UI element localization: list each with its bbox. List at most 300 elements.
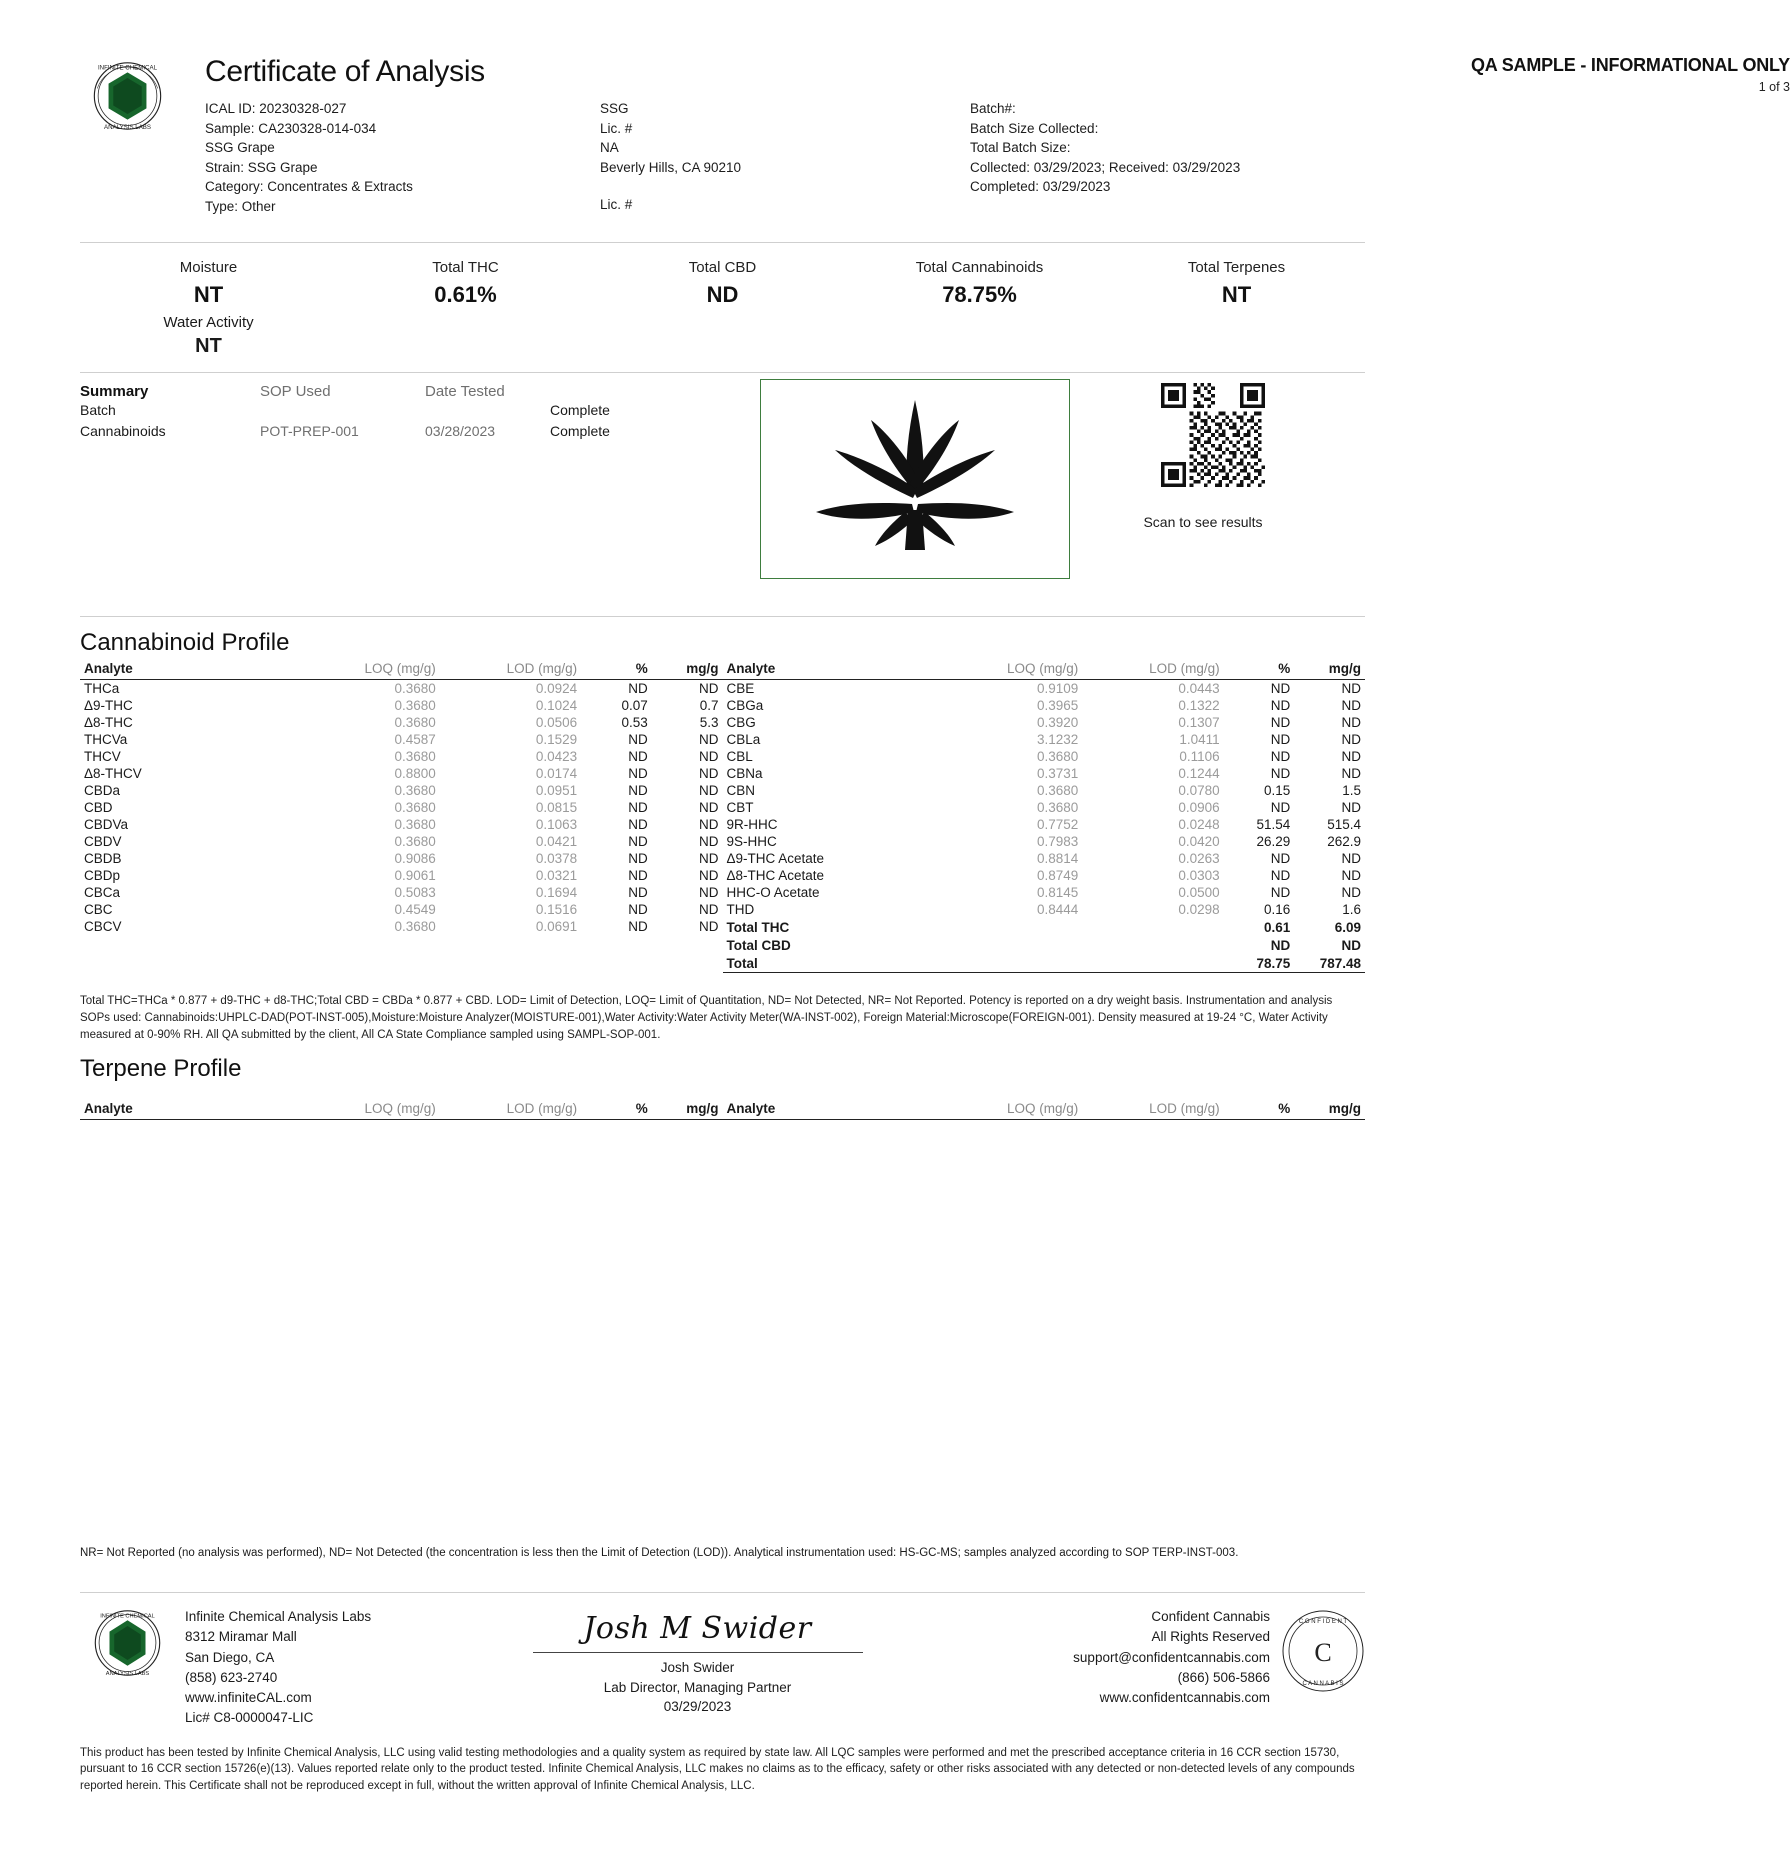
cell-mgg: ND: [699, 902, 719, 918]
total-label: Total CBD: [688, 259, 757, 277]
cell-percent: ND: [1270, 851, 1291, 867]
meta-spacer: [600, 177, 970, 195]
cell-loq: 0.8749: [1036, 868, 1079, 884]
cell-lod: 0.0951: [535, 783, 578, 799]
terpene-table-left: [80, 1099, 723, 1120]
meta-line: Batch#:: [970, 101, 1016, 116]
summary-col-sop: SOP Used: [260, 383, 331, 401]
cell-loq: 0.3680: [1036, 783, 1079, 799]
cell-lod: 0.0500: [1178, 885, 1220, 901]
total-value: 78.75%: [942, 282, 1017, 308]
cannabis-leaf-icon: [800, 392, 1030, 567]
meta-line: ICAL ID: 20230328-027: [205, 101, 347, 116]
cell-percent: ND: [628, 817, 648, 833]
cell-mgg: 6.09: [1334, 920, 1361, 936]
confident-cannabis-seal-icon: [1281, 1609, 1365, 1693]
cell-percent: ND: [628, 800, 648, 816]
cc-phone: (866) 506-5866: [1177, 1669, 1270, 1685]
cell-mgg: ND: [1341, 851, 1361, 867]
cell-mgg: ND: [699, 834, 719, 850]
cell-analyte: CBL: [726, 749, 753, 765]
lab-logo: [80, 55, 185, 137]
cell-loq: 0.3965: [1036, 698, 1079, 714]
cell-lod: 0.1322: [1178, 698, 1220, 714]
table-row: [723, 714, 1366, 731]
meta-line: Lic. #: [600, 120, 633, 136]
total-value: ND: [706, 282, 739, 308]
summary-col-date: Date Tested: [425, 383, 505, 401]
table-header-row: [80, 1099, 723, 1120]
cell-analyte: HHC-O Acetate: [726, 885, 820, 901]
cell-lod: 0.1024: [535, 698, 578, 714]
cell-mgg: ND: [1341, 715, 1361, 731]
page-number: 1 of 3: [1758, 80, 1790, 94]
meta-line: NA: [600, 140, 619, 156]
meta-line: Batch Size Collected:: [970, 120, 1099, 136]
table-row: [80, 714, 723, 731]
summary-col-status: [550, 383, 670, 400]
cell-percent: 78.75: [1224, 954, 1295, 973]
cell-percent: ND: [628, 732, 648, 748]
cell-analyte: Δ9-THC: [84, 698, 133, 714]
cell-lod: 0.0924: [535, 681, 578, 697]
table-row: [723, 816, 1366, 833]
cell-percent: ND: [628, 919, 648, 935]
cell-analyte: Δ8-THC: [84, 715, 133, 731]
table-header-row: [80, 659, 723, 680]
signer-title: Lab Director, Managing Partner: [603, 1679, 792, 1695]
cell-analyte: CBC: [84, 902, 113, 918]
table-row: [723, 697, 1366, 714]
cell-loq: 0.5083: [394, 885, 436, 901]
cell-lod: 0.0174: [535, 766, 578, 782]
cell-loq: 0.9086: [394, 851, 436, 867]
cell-analyte: CBCa: [84, 885, 121, 901]
cell-percent: ND: [628, 834, 648, 850]
cell-mgg: ND: [699, 800, 719, 816]
cell-loq: 0.3680: [1036, 800, 1079, 816]
cell-lod: 0.0421: [535, 834, 578, 850]
cell-analyte: Δ8-THC Acetate: [726, 868, 825, 884]
cc-email[interactable]: support@confidentcannabis.com: [1073, 1649, 1270, 1665]
table-total-row: [723, 918, 1366, 936]
table-row: [723, 850, 1366, 867]
cell-mgg: 262.9: [1327, 834, 1361, 850]
table-row: [723, 680, 1366, 698]
cell-lod: 0.0303: [1178, 868, 1220, 884]
meta-line: Beverly Hills, CA 90210: [600, 159, 742, 175]
cell-loq: 0.3680: [394, 783, 436, 799]
cell-mgg: ND: [699, 868, 719, 884]
cell-analyte: CBCV: [84, 919, 122, 935]
totals-strip: [0, 243, 1445, 358]
cell-loq: 0.3680: [394, 834, 436, 850]
total-value: NT: [1221, 282, 1252, 308]
cell-loq: 0.7983: [1036, 834, 1079, 850]
sample-meta: [205, 99, 600, 216]
cc-website[interactable]: www.confidentcannabis.com: [1099, 1690, 1270, 1705]
cell-lod: 0.1307: [1178, 715, 1220, 731]
signature-line: [533, 1652, 863, 1653]
cell-lod: 0.1063: [535, 817, 578, 833]
cell-mgg: 1.6: [1342, 902, 1361, 918]
cell-mgg: ND: [1341, 800, 1361, 816]
cell-percent: ND: [628, 681, 648, 697]
cell-analyte: CBG: [726, 715, 756, 731]
cell-percent: 0.16: [1264, 902, 1291, 918]
cell-analyte: THCVa: [84, 732, 128, 748]
cell-percent: 26.29: [1256, 834, 1291, 850]
lab-name: Infinite Chemical Analysis Labs: [185, 1609, 372, 1624]
table-row: [723, 782, 1366, 799]
total-cbd: [594, 259, 851, 358]
col-percent: %: [1224, 659, 1295, 680]
cell-lod: [1082, 918, 1223, 936]
cell-loq: 3.1232: [1036, 732, 1079, 748]
cell-percent: ND: [1270, 766, 1291, 782]
cell-analyte: CBD: [84, 800, 113, 816]
cell-percent: ND: [1270, 732, 1291, 748]
cell-analyte: Total: [723, 954, 941, 973]
cell-analyte: CBGa: [726, 698, 764, 714]
meta-line: Total Batch Size:: [970, 140, 1071, 156]
col-percent: %: [581, 659, 652, 680]
table-row: [723, 799, 1366, 816]
table-row: [80, 850, 723, 867]
cell-mgg: ND: [1341, 681, 1361, 697]
qa-sample-note: QA SAMPLE - INFORMATIONAL ONLY: [1470, 55, 1790, 75]
water-activity-label: Water Activity: [163, 314, 254, 332]
cell-mgg: 787.48: [1294, 954, 1365, 973]
cell-mgg: ND: [699, 749, 719, 765]
cell-loq: 0.3680: [394, 817, 436, 833]
summary-row-sop: [260, 400, 425, 421]
cell-loq: 0.9109: [1036, 681, 1079, 697]
cell-percent: ND: [1270, 715, 1291, 731]
table-row: [80, 697, 723, 714]
cell-mgg: ND: [1341, 732, 1361, 748]
cannabinoid-table-right: [723, 659, 1366, 973]
cell-mgg: ND: [1341, 749, 1361, 765]
cell-mgg: ND: [699, 783, 719, 799]
cell-loq: 0.4587: [394, 732, 436, 748]
cell-mgg: ND: [1341, 868, 1361, 884]
cell-lod: 0.0780: [1178, 783, 1220, 799]
table-row: [80, 782, 723, 799]
table-row: [723, 765, 1366, 782]
cell-lod: 0.0298: [1178, 902, 1220, 918]
cell-loq: 0.3680: [394, 749, 436, 765]
cell-loq: 0.3680: [394, 698, 436, 714]
cell-lod: 0.0248: [1178, 817, 1220, 833]
svg-text:INFINITE CHEMICAL: INFINITE CHEMICAL: [97, 64, 158, 72]
header-main: [185, 55, 1370, 216]
summary-row-date: [425, 400, 550, 421]
cell-lod: 0.0815: [535, 800, 578, 816]
signature-image: Josh M Swider: [583, 1611, 812, 1646]
terpene-tables: [0, 1085, 1445, 1120]
meta-line: Category: Concentrates & Extracts: [205, 179, 413, 195]
total-thc: [337, 259, 594, 358]
lab-address: [185, 1607, 515, 1729]
water-activity-value: NT: [195, 335, 222, 358]
svg-text:ANALYSIS LABS: ANALYSIS LABS: [105, 1671, 150, 1678]
cell-analyte: 9S-HHC: [726, 834, 777, 850]
cell-analyte: CBDp: [84, 868, 121, 884]
table-row: [723, 901, 1366, 918]
cell-mgg: ND: [1341, 698, 1361, 714]
table-row: [723, 867, 1366, 884]
cell-percent: ND: [1270, 681, 1291, 697]
cell-mgg: 0.7: [699, 698, 719, 714]
cell-loq: 0.8814: [1036, 851, 1079, 867]
cc-rights: All Rights Reserved: [1151, 1629, 1270, 1645]
cell-percent: 0.53: [621, 715, 648, 731]
svg-text:C A N N A B I S: C A N N A B I S: [1302, 1681, 1344, 1687]
cell-lod: 0.0691: [535, 919, 578, 935]
cell-percent: ND: [1270, 749, 1291, 765]
lab-phone: (858) 623-2740: [185, 1669, 278, 1685]
total-cannabinoids: [851, 259, 1108, 358]
cell-analyte: CBT: [726, 800, 754, 816]
cell-loq: 0.3680: [394, 681, 436, 697]
table-header-row: [723, 1099, 1366, 1120]
cell-analyte: CBDB: [84, 851, 122, 867]
total-label: Total THC: [432, 259, 499, 277]
cell-mgg: 5.3: [699, 715, 719, 731]
cell-percent: ND: [628, 902, 648, 918]
lab-website[interactable]: www.infiniteCAL.com: [185, 1690, 312, 1705]
table-row: [723, 748, 1366, 765]
meta-line: Type: Other: [205, 198, 276, 214]
cell-percent: ND: [628, 783, 648, 799]
cell-analyte: Δ8-THCV: [84, 766, 142, 782]
cell-lod: 0.1694: [535, 885, 578, 901]
terpene-table-right: [723, 1099, 1366, 1120]
cell-lod: 0.0506: [535, 715, 578, 731]
cell-lod: 0.1106: [1179, 749, 1220, 765]
cell-percent: ND: [628, 749, 648, 765]
summary-row-status: Complete: [550, 402, 610, 419]
table-header-row: [723, 659, 1366, 680]
total-value: NT: [193, 282, 224, 308]
meta-line: SSG: [600, 101, 629, 116]
cell-analyte: 9R-HHC: [726, 817, 778, 833]
cell-lod: [1082, 954, 1223, 973]
cell-analyte: CBN: [726, 783, 756, 799]
col-loq: LOQ (mg/g): [941, 659, 1082, 680]
col-analyte: Analyte: [80, 659, 298, 680]
cannabinoid-tables: [0, 659, 1445, 973]
table-total-row: [723, 936, 1366, 954]
cell-lod: 0.0321: [535, 868, 578, 884]
signed-date: 03/29/2023: [663, 1699, 732, 1715]
legal-disclaimer: This product has been tested by Infinite Chemical Analysis, LLC using valid testing methodologies and a quality system as required by state law. All LQC samples were performed and met the prescribed acceptance criteria in 16 CCR section 15730, pursuant to 16 CCR section 15726(e)(13). Values reported relate only to the product tested. Infinite Chemical Analysis, LLC makes no claims as to the efficacy, safety or other risks associated with any detected or non-detected levels of any compounds reported herein. This Certificate shall not be reproduced except in full, without the written approval of Infinite Chemical Analysis, LLC.: [80, 1746, 1355, 1792]
lab-street: 8312 Miramar Mall: [185, 1629, 297, 1645]
col-loq: LOQ (mg/g): [298, 659, 439, 680]
table-row: [80, 833, 723, 850]
infinite-chemical-logo-icon: [80, 60, 175, 132]
cell-mgg: ND: [699, 919, 719, 935]
cell-loq: 0.3680: [1036, 749, 1079, 765]
footer-lab-logo: [80, 1607, 185, 1684]
table-row: [80, 680, 723, 698]
col-lod: LOD (mg/g): [1082, 659, 1223, 680]
cell-percent: 0.15: [1264, 783, 1291, 799]
cell-percent: ND: [1270, 868, 1291, 884]
cell-percent: ND: [1270, 800, 1291, 816]
meta-line: Collected: 03/29/2023; Received: 03/29/2023: [970, 159, 1241, 175]
summary-row-name: Cannabinoids: [80, 423, 166, 440]
result-qr[interactable]: [1143, 383, 1278, 531]
cell-analyte: CBNa: [726, 766, 763, 782]
col-percent: %: [581, 1099, 652, 1120]
total-label: Total Cannabinoids: [915, 259, 1044, 277]
infinite-chemical-logo-icon: [80, 1607, 175, 1679]
batch-meta: [970, 99, 1370, 216]
cannabinoid-table-left: [80, 659, 723, 973]
cell-loq: 0.7752: [1036, 817, 1079, 833]
cell-analyte: THD: [726, 902, 755, 918]
cell-analyte: Total CBD: [726, 938, 791, 954]
table-row: [80, 731, 723, 748]
cell-mgg: 515.4: [1327, 817, 1361, 833]
cell-lod: 0.0378: [535, 851, 578, 867]
svg-text:INFINITE CHEMICAL: INFINITE CHEMICAL: [100, 1613, 155, 1620]
cell-percent: ND: [628, 868, 648, 884]
cell-percent: 0.07: [621, 698, 648, 714]
qr-caption: Scan to see results: [1143, 514, 1263, 531]
summary-section: [0, 373, 1445, 598]
col-lod: LOD (mg/g): [1082, 1099, 1223, 1120]
col-mgg: mg/g: [652, 1099, 723, 1120]
cell-loq: 0.3731: [1036, 766, 1079, 782]
total-value: 0.61%: [434, 282, 497, 308]
col-mgg: mg/g: [1294, 1099, 1365, 1120]
cell-analyte: Total THC: [726, 920, 790, 936]
total-moisture: [80, 259, 337, 358]
meta-line: Strain: SSG Grape: [205, 159, 318, 175]
cell-percent: ND: [628, 766, 648, 782]
terpene-footnote: NR= Not Reported (no analysis was performed), ND= Not Detected (the concentration is less then the Limit of Detection (LOD)). Analytical instrumentation used: HS-GC-MS; samples analyzed according to SOP TERP-INST-003.: [80, 1547, 1239, 1559]
cell-loq: 0.3680: [394, 715, 436, 731]
cell-analyte: CBDVa: [84, 817, 129, 833]
cell-mgg: ND: [699, 885, 719, 901]
cell-analyte: Δ9-THC Acetate: [726, 851, 825, 867]
cell-mgg: ND: [699, 817, 719, 833]
cell-loq: [941, 954, 1082, 973]
summary-row-name: Batch: [80, 402, 116, 419]
table-row: [80, 884, 723, 901]
cell-loq: 0.8444: [1036, 902, 1079, 918]
col-mgg: mg/g: [652, 659, 723, 680]
total-terpenes: [1108, 259, 1365, 358]
cell-mgg: ND: [1341, 885, 1361, 901]
cell-lod: 0.0906: [1178, 800, 1220, 816]
cell-mgg: ND: [699, 851, 719, 867]
table-row: [80, 816, 723, 833]
table-row: [723, 833, 1366, 850]
total-label: Moisture: [179, 259, 238, 277]
meta-line: Completed: 03/29/2023: [970, 179, 1111, 195]
cell-analyte: THCV: [84, 749, 121, 765]
summary-row-sop: POT-PREP-001: [260, 423, 359, 440]
cell-lod: 0.0263: [1178, 851, 1220, 867]
cell-analyte: CBLa: [726, 732, 761, 748]
cell-loq: 0.8800: [394, 766, 436, 782]
cc-name: Confident Cannabis: [1151, 1609, 1270, 1624]
cell-mgg: ND: [1341, 766, 1361, 782]
cell-lod: 0.0423: [535, 749, 578, 765]
svg-text:C: C: [1314, 1638, 1332, 1667]
cell-analyte: CBE: [726, 681, 755, 697]
table-total-row: [723, 954, 1366, 973]
cell-analyte: CBDa: [84, 783, 121, 799]
header-right: [1370, 55, 1790, 94]
lab-city: San Diego, CA: [185, 1649, 275, 1665]
col-analyte: Analyte: [80, 1099, 298, 1120]
header-meta: [205, 99, 1370, 216]
page-title: Certificate of Analysis: [205, 55, 485, 88]
cell-loq: 0.8145: [1036, 885, 1079, 901]
table-row: [80, 799, 723, 816]
cannabinoid-footnote: Total THC=THCa * 0.877 + d9-THC + d8-THC;Total CBD = CBDa * 0.877 + CBD. LOD= Limit of Detection, LOQ= Limit of Quantitation, ND= Not Detected, NR= Not Reported. Potency is reported on a dry weight basis. Instrumentation and analysis SOPs used: Cannabinoids:UHPLC-DAD(POT-INST-005),Moisture:Moisture Analyzer(MOISTURE-001),Water Activity:Water Activity Meter(WA-INST-002), Foreign Material:Microscope(FOREIGN-001). Density measured at 19-24 °C, Water Activity measured at 0-90% RH. All QA submitted by the client, All CA State Compliance sampled using SAMPL-SOP-001.: [80, 995, 1333, 1041]
qr-code-icon[interactable]: [1161, 383, 1265, 487]
cannabinoid-section-title: Cannabinoid Profile: [80, 629, 290, 657]
col-mgg: mg/g: [1294, 659, 1365, 680]
table-row: [723, 884, 1366, 901]
table-row: [80, 918, 723, 935]
cell-lod: 0.0420: [1178, 834, 1220, 850]
cell-mgg: ND: [1341, 938, 1361, 954]
cell-percent: ND: [1270, 698, 1291, 714]
cell-analyte: THCa: [84, 681, 120, 697]
col-loq: LOQ (mg/g): [298, 1099, 439, 1120]
cell-mgg: ND: [699, 766, 719, 782]
total-label: Total Terpenes: [1187, 259, 1286, 277]
cell-lod: [1082, 936, 1223, 954]
table-row: [80, 748, 723, 765]
cell-percent: 0.61: [1264, 920, 1291, 936]
cell-percent: ND: [628, 851, 648, 867]
table-row: [80, 867, 723, 884]
col-lod: LOD (mg/g): [440, 659, 581, 680]
table-row: [80, 765, 723, 782]
col-analyte: Analyte: [723, 1099, 941, 1120]
document-header: [0, 0, 1790, 216]
cell-loq: 0.3680: [394, 919, 436, 935]
confident-cannabis-block: [880, 1607, 1365, 1708]
cell-loq: 0.3920: [1036, 715, 1079, 731]
cell-percent: ND: [628, 885, 648, 901]
summary-row-status: Complete: [550, 423, 610, 440]
meta-line: Sample: CA230328-014-034: [205, 120, 377, 136]
col-lod: LOD (mg/g): [440, 1099, 581, 1120]
col-loq: LOQ (mg/g): [941, 1099, 1082, 1120]
cell-percent: ND: [1270, 885, 1291, 901]
cell-loq: 0.4549: [394, 902, 436, 918]
svg-text:ANALYSIS LABS: ANALYSIS LABS: [104, 124, 151, 132]
cell-mgg: ND: [699, 732, 719, 748]
table-row: [723, 731, 1366, 748]
document-footer: [0, 1592, 1445, 1795]
cell-lod: 0.0443: [1178, 681, 1220, 697]
summary-row-date: 03/28/2023: [425, 423, 496, 440]
table-row: [80, 901, 723, 918]
meta-line: SSG Grape: [205, 140, 275, 156]
cell-lod: 0.1516: [535, 902, 578, 918]
cell-mgg: 1.5: [1342, 783, 1361, 799]
